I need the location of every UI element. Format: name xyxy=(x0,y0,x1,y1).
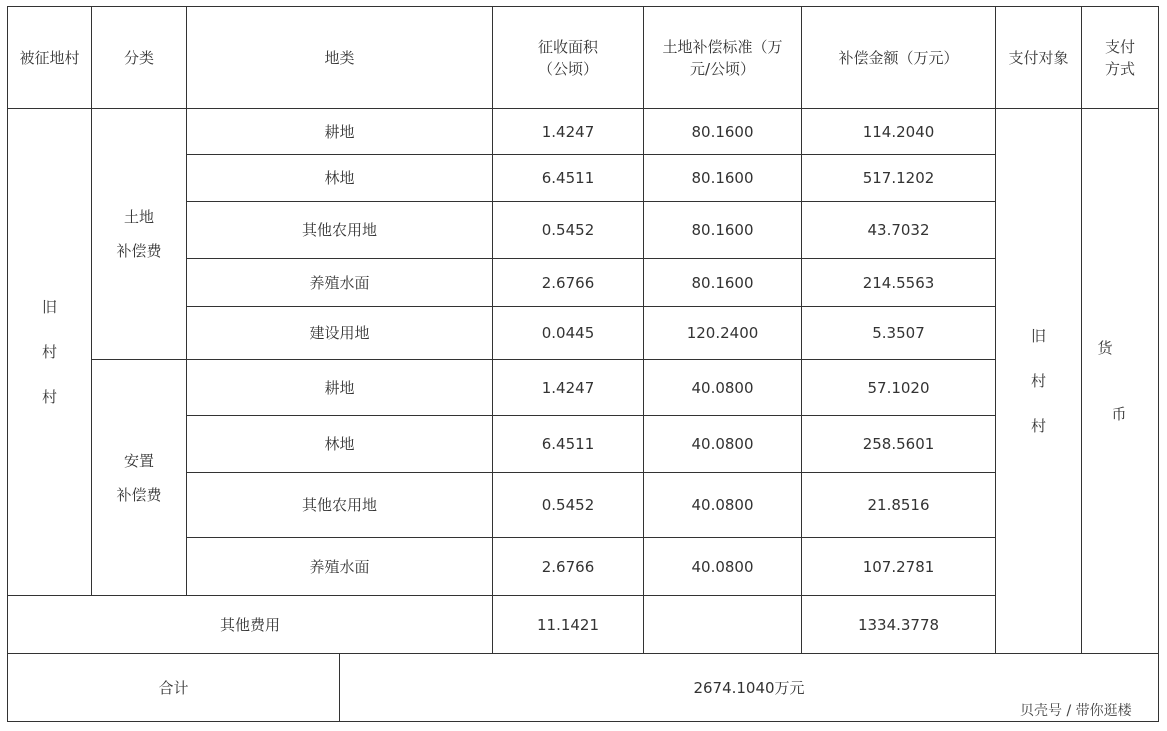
header-payee: 支付对象 xyxy=(1008,48,1069,67)
header-area-line2: （公顷） xyxy=(537,59,598,78)
total-value: 2674.1040万元 xyxy=(693,678,805,697)
standard-cell: 120.2400 xyxy=(686,324,759,342)
area-cell: 6.4511 xyxy=(541,169,595,187)
area-cell: 2.6766 xyxy=(541,273,595,292)
village-char: 村 xyxy=(41,388,57,406)
land-type-cell: 林地 xyxy=(324,435,355,453)
area-cell: 6.4511 xyxy=(541,435,595,453)
land-type-cell: 养殖水面 xyxy=(309,273,370,292)
amount-cell: 517.1202 xyxy=(862,169,935,187)
land-type-cell: 其他农用地 xyxy=(301,221,377,239)
village-char: 旧 xyxy=(41,298,57,316)
payee-char: 旧 xyxy=(1030,327,1046,345)
grid-line xyxy=(7,721,1159,722)
payment-char: 币 xyxy=(1111,405,1127,423)
standard-cell: 80.1600 xyxy=(691,273,754,292)
group-line1: 安置 xyxy=(123,451,154,470)
header-standard-line2: 元/公顷） xyxy=(689,59,756,78)
total-label: 合计 xyxy=(158,678,189,697)
other-fees-label: 其他费用 xyxy=(219,615,280,634)
land-type-cell: 建设用地 xyxy=(309,324,370,342)
village-char: 村 xyxy=(41,343,57,361)
grid-line xyxy=(1158,6,1159,722)
payment-char: 货 xyxy=(1097,339,1113,357)
group-land-compensation xyxy=(92,109,186,359)
standard-cell: 80.1600 xyxy=(691,122,754,141)
land-type-cell: 耕地 xyxy=(324,122,355,141)
standard-cell: 40.0800 xyxy=(691,557,754,576)
header-village: 被征地村 xyxy=(19,48,80,67)
header-payment xyxy=(1082,7,1158,108)
group-line2: 补偿费 xyxy=(116,242,162,260)
area-cell: 0.5452 xyxy=(541,496,595,514)
area-cell: 1.4247 xyxy=(541,122,595,141)
watermark: 贝壳号 / 带你逛楼 xyxy=(1020,703,1132,719)
header-area-line1: 征收面积 xyxy=(537,37,598,56)
amount-cell: 57.1020 xyxy=(867,378,930,397)
amount-cell: 107.2781 xyxy=(862,557,935,576)
other-fees-amount: 1334.3778 xyxy=(857,615,940,634)
standard-cell: 40.0800 xyxy=(691,435,754,453)
header-land-type: 地类 xyxy=(324,48,355,67)
header-area xyxy=(493,7,643,108)
group-line1: 土地 xyxy=(123,208,154,226)
area-cell: 0.5452 xyxy=(541,221,595,239)
group-line2: 补偿费 xyxy=(116,485,162,504)
header-amount: 补偿金额（万元） xyxy=(838,48,959,67)
payee-char: 村 xyxy=(1030,417,1046,435)
other-fees-area: 11.1421 xyxy=(536,615,600,634)
header-payment-line1: 支付 xyxy=(1104,37,1135,56)
land-type-cell: 林地 xyxy=(324,169,355,187)
amount-cell: 114.2040 xyxy=(862,122,935,141)
payee-char: 村 xyxy=(1030,372,1046,390)
amount-cell: 258.5601 xyxy=(862,435,935,453)
amount-cell: 21.8516 xyxy=(867,496,930,514)
land-type-cell: 养殖水面 xyxy=(309,557,370,576)
header-standard xyxy=(644,7,801,108)
standard-cell: 40.0800 xyxy=(691,378,754,397)
header-standard-line1: 土地补偿标准（万 xyxy=(662,37,783,56)
standard-cell: 80.1600 xyxy=(691,221,754,239)
amount-cell: 5.3507 xyxy=(872,324,925,342)
land-type-cell: 其他农用地 xyxy=(301,496,377,514)
area-cell: 0.0445 xyxy=(541,324,595,342)
header-category: 分类 xyxy=(123,48,154,67)
amount-cell: 214.5563 xyxy=(862,273,935,292)
group-resettlement-compensation xyxy=(92,360,186,595)
area-cell: 1.4247 xyxy=(541,378,595,397)
land-type-cell: 耕地 xyxy=(324,378,355,397)
header-payment-line2: 方式 xyxy=(1104,59,1135,78)
standard-cell: 80.1600 xyxy=(691,169,754,187)
amount-cell: 43.7032 xyxy=(867,221,930,239)
standard-cell: 40.0800 xyxy=(691,496,754,514)
area-cell: 2.6766 xyxy=(541,557,595,576)
